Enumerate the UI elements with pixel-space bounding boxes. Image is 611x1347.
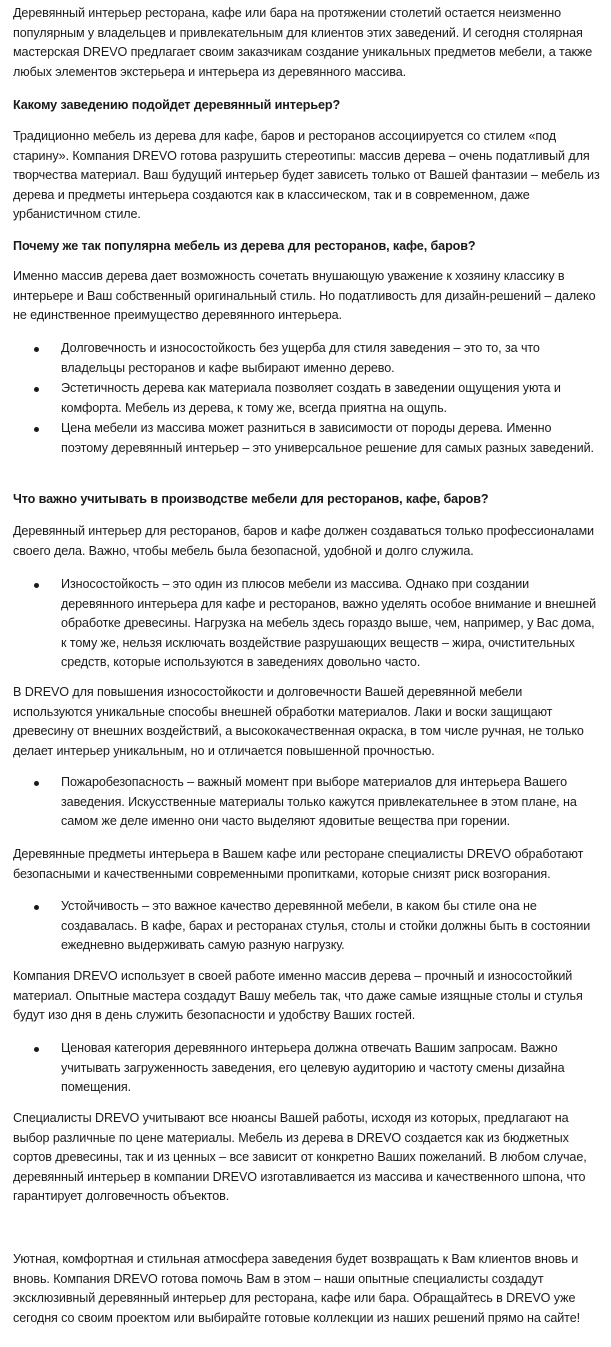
price-category-list [13,1039,600,1098]
list-item: Пожаробезопасность – важный момент при выборе материалов для интерьера Вашего заведения. Искусственные материалы только кажутся привлекательнее в этом плане, на самом же деле именно они часто выделяют ядовитые вещества при горении. [13,773,600,832]
list-item: Износостойкость – это один из плюсов мебели из массива. Однако при создании деревянного интерьера для кафе и ресторанов, важно уделять особое внимание и внешней обработке древесины. Нагрузка на мебель здесь гораздо выше, чем, например, у Вас дома, к тому же, нельзя исключать воздействие разрушающих веществ – жира, очистительных средств, которые используются в заведениях довольно часто. [13,575,600,673]
heading-production: Что важно учитывать в производстве мебели для ресторанов, кафе, баров? [13,492,489,506]
list-item: Устойчивость – это важное качество деревянной мебели, в каком бы стиле она не создавалась. В кафе, барах и ресторанах стулья, столы и стойки должны быть в состоянии ежедневно выдерживать самую разную нагрузку. [13,897,600,956]
paragraph-massive-wood: Именно массив дерева дает возможность сочетать внушающую уважение к хозяину классику в интерьере и Ваш собственный оригинальный стиль. Но податливость для дизайн-решений – далеко не единственное преимущество деревянного интерьера. [13,269,596,322]
paragraph-impregnation: Деревянные предметы интерьера в Вашем кафе или ресторане специалисты DREVO обработают безопасными и качественными современными пропитками, которые снизят риск возгорания. [13,847,584,881]
paragraph-tradition: Традиционно мебель из дерева для кафе, баров и ресторанов ассоциируется со стилем «под старину». Компания DREVO готова разрушить стереотипы: массив дерева – очень податливый для творчества материал. Ваш будущий интерьер будет зависеть только от Вашей фантазии – мебель из дерева и предметы интерьера создаются как в классическом, так и в современном, даже урбанистичном стиле. [13,129,600,221]
closing-paragraph: Уютная, комфортная и стильная атмосфера заведения будет возвращать к Вам клиентов вновь и вновь. Компания DREVO готова помочь Вам в этом – наши опытные специалисты создадут эксклюзивный деревянный интерьер для ресторана, кафе или бара. Обращайтесь в DREVO уже сегодня со своим проектом или выбирайте готовые коллекции из наших решений прямо на сайте! [13,1252,581,1325]
paragraph-professionals: Деревянный интерьер для ресторанов, баров и кафе должен создаваться только профессионалами своего дела. Важно, чтобы мебель была безопасной, удобной и долго служила. [13,524,594,558]
heading-popularity: Почему же так популярна мебель из дерева для ресторанов, кафе, баров? [13,239,476,253]
fire-safety-list [13,773,600,832]
intro-paragraph: Деревянный интерьер ресторана, кафе или бара на протяжении столетий остается неизменно популярным у владельцев и привлекательным для клиентов этих заведений. И сегодня столярная мастерская DREVO предлагает своим заказчикам создание уникальных предметов мебели, а также любых элементов экстерьера и интерьера из деревянного массива. [13,6,593,79]
list-item: Долговечность и износостойкость без ущерба для стиля заведения – это то, за что владельцы ресторанов и кафе выбирают именно дерево. [13,339,600,378]
advantages-list [13,339,600,458]
list-item: Эстетичность дерева как материала позволяет создать в заведении ощущения уюта и комфорта. Мебель из дерева, к тому же, всегда приятна на ощупь. [13,379,600,418]
wear-resistance-list [13,575,600,673]
heading-suitable-venue: Какому заведению подойдет деревянный интерьер? [13,98,341,112]
stability-list [13,897,600,956]
paragraph-specialists: Специалисты DREVO учитывают все нюансы Вашей работы, исходя из которых, предлагают на выбор различные по цене материалы. Мебель из дерева в DREVO создается как из бюджетных сортов древесины, так и из ценных – все зависит от конкретно Ваших пожеланий. В любом случае, деревянный интерьер в компании DREVO изготавливается из массива и качественного шпона, что гарантирует долговечность объектов. [13,1111,587,1203]
paragraph-treatment: В DREVO для повышения износостойкости и долговечности Вашей деревянной мебели используются уникальные способы внешней обработки материалов. Лаки и воски защищают древесину от внешних воздействий, а высококачественная окраска, в том числе ручная, не только делает интерьер уникальным, но и отличается повышенной прочностью. [13,685,584,758]
paragraph-masters: Компания DREVO использует в своей работе именно массив дерева – прочный и износостойкий материал. Опытные мастера создадут Вашу мебель так, что даже самые изящные столы и стулья будут изо дня в день служить безопасности и удобству Ваших гостей. [13,969,583,1022]
list-item: Ценовая категория деревянного интерьера должна отвечать Вашим запросам. Важно учитывать загруженность заведения, его целевую аудиторию и частоту смены дизайна помещения. [13,1039,600,1098]
list-item: Цена мебели из массива может разниться в зависимости от породы дерева. Именно поэтому деревянный интерьер – это универсальное решение для самых разных заведений. [13,419,600,458]
